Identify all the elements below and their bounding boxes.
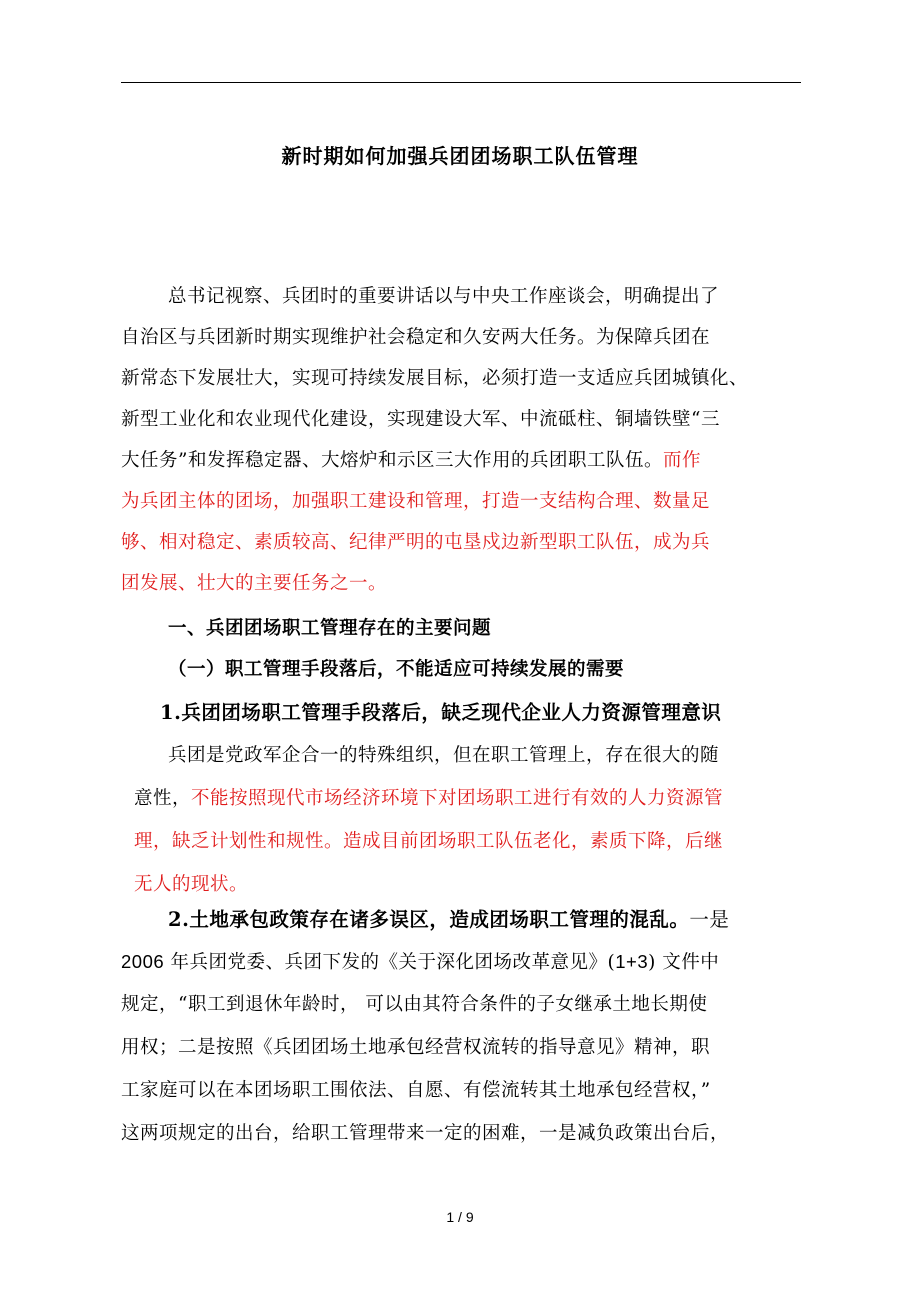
para3-line1 [168,900,729,940]
header-rule [121,82,801,83]
para1-line8: 团发展、壮大的主要任务之一。 [121,573,388,594]
item-heading-2: 2.土地承包政策存在诸多误区，造成团场职工管理的混乱。 [168,908,690,931]
para1-line4: 新型工业化和农业现代化建设，实现建设大军、中流砥柱、铜墙铁壁“三 [121,409,720,430]
para3-line3: 规定，“职工到退休年龄时， 可以由其符合条件的子女继承土地长期使 [121,994,708,1015]
page-number: 1 / 9 [446,1209,474,1225]
year-text: 2006 [121,951,165,972]
para1-line7: 够、相对稳定、素质较高、纪律严明的屯垦戍边新型职工队伍，成为兵 [121,532,711,553]
para2-line2 [134,779,723,819]
para3-line4: 用权；二是按照《兵团团场土地承包经营权流转的指导意见》精神，职 [121,1037,711,1058]
para3-line5: 工家庭可以在本团场职工围依法、自愿、有偿流转其土地承包经营权，” [121,1080,711,1101]
item-heading-1: 1.兵团团场职工管理手段落后，缺乏现代企业人力资源管理意识 [160,701,722,724]
subsection-heading-1: （一）职工管理手段落后，不能适应可持续发展的需要 [168,659,625,680]
para1-line5-red: 而作 [662,450,701,471]
para3-line2-tail: ) 文件中 [648,952,720,973]
para2-line4: 无人的现状。 [134,874,249,895]
para2-line2-black: 意性， [134,788,192,809]
para3-line6: 这两项规定的出台，给职工管理带来一定的困难，一是减负政策出台后， [121,1123,730,1144]
para2-line1: 兵团是党政军企合一的特殊组织，但在职工管理上，存在很大的随 [168,745,720,766]
para1-line1: 总书记视察、兵团时的重要讲话以与中央工作座谈会，明确提出了 [168,286,720,307]
para2-line2-red: 不能按照现代市场经济环境下对团场职工进行有效的人力资源管 [191,788,724,809]
para1-line2: 自治区与兵团新时期实现维护社会稳定和久安两大任务。为保障兵团在 [121,327,711,348]
para3-line2 [121,942,719,982]
para1-line5-black: 大任务”和发挥稳定器、大熔炉和示区三大作用的兵团职工队伍。 [121,450,663,471]
para1-line6: 为兵团主体的团场，加强职工建设和管理，打造一支结构合理、数量足 [121,491,711,512]
doc-number: 1+3 [615,951,649,972]
para1-line3: 新常态下发展壮大，实现可持续发展目标，必须打造一支适应兵团城镇化、 [121,368,749,389]
document-title: 新时期如何加强兵团团场职工队伍管理 [281,144,639,168]
para2-line3: 理，缺乏计划性和规性。造成目前团场职工队伍老化，素质下降，后继 [134,831,724,852]
para1-line5 [121,441,701,481]
section-heading-1: 一、兵团团场职工管理存在的主要问题 [168,618,492,639]
para3-line1-tail: 一是 [689,908,730,931]
para3-line2-text: 年兵团党委、兵团下发的《关于深化团场改革意见》( [164,952,616,973]
